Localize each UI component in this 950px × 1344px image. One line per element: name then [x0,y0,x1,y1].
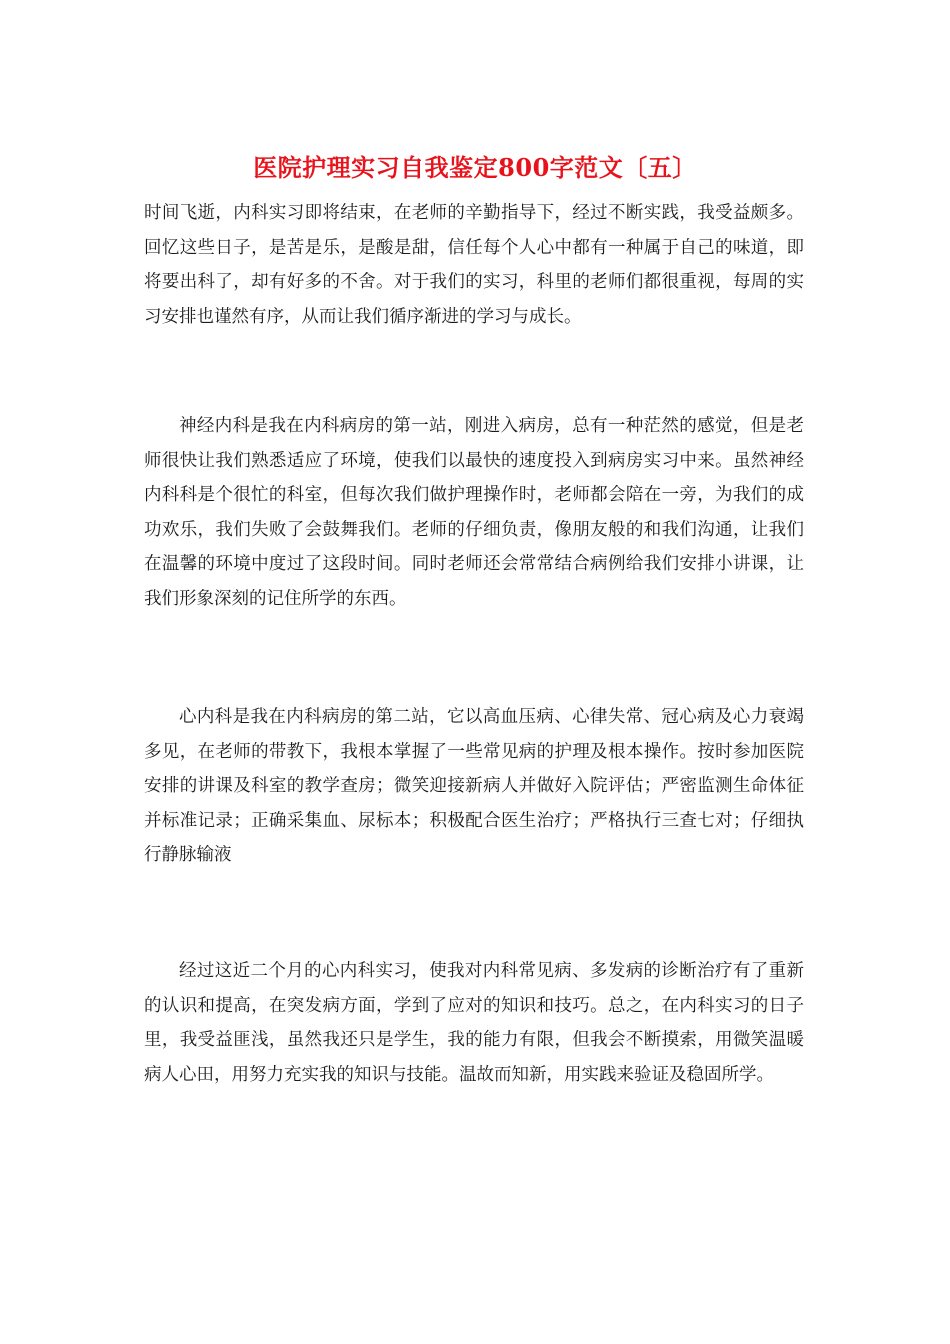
paragraph-neurology: 神经内科是我在内科病房的第一站，刚进入病房，总有一种茫然的感觉，但是老师很快让我们熟悉适应了环境，使我们以最快的速度投入到病房实习中来。虽然神经内科科是个很忙的科室，但每次我们做护理操作时，老师都会陪在一旁，为我们的成功欢乐，我们失败了会鼓舞我们。老师的仔细负责，像朋友般的和我们沟通，让我们在温馨的环境中度过了这段时间。同时老师还会常常结合病例给我们安排小讲课，让我们形象深刻的记住所学的东西。 [144,416,804,609]
document-title: 医院护理实习自我鉴定800字范文〔五〕 [253,153,697,182]
paragraph-summary: 经过这近二个月的心内科实习，使我对内科常见病、多发病的诊断治疗有了重新的认识和提高，在突发病方面，学到了应对的知识和技巧。总之，在内科实习的日子里，我受益匪浅，虽然我还只是学生，我的能力有限，但我会不断摸索，用微笑温暖病人心田，用努力充实我的知识与技能。温故而知新，用实践来验证及稳固所学。 [144,961,804,1085]
paragraph-intro: 时间飞逝，内科实习即将结束，在老师的辛勤指导下，经过不断实践，我受益颇多。回忆这些日子，是苦是乐，是酸是甜，信任每个人心中都有一种属于自己的味道，即将要出科了，却有好多的不舍。对于我们的实习，科里的老师们都很重视，每周的实习安排也谨然有序，从而让我们循序渐进的学习与成长。 [144,203,804,327]
paragraph-cardiology: 心内科是我在内科病房的第二站，它以高血压病、心律失常、冠心病及心力衰竭多见，在老师的带教下，我根本掌握了一些常见病的护理及根本操作。按时参加医院安排的讲课及科室的教学查房；微笑迎接新病人并做好入院评估；严密监测生命体征并标准记录；正确采集血、尿标本；积极配合医生治疗；严格执行三查七对；仔细执行静脉输液 [144,707,804,866]
